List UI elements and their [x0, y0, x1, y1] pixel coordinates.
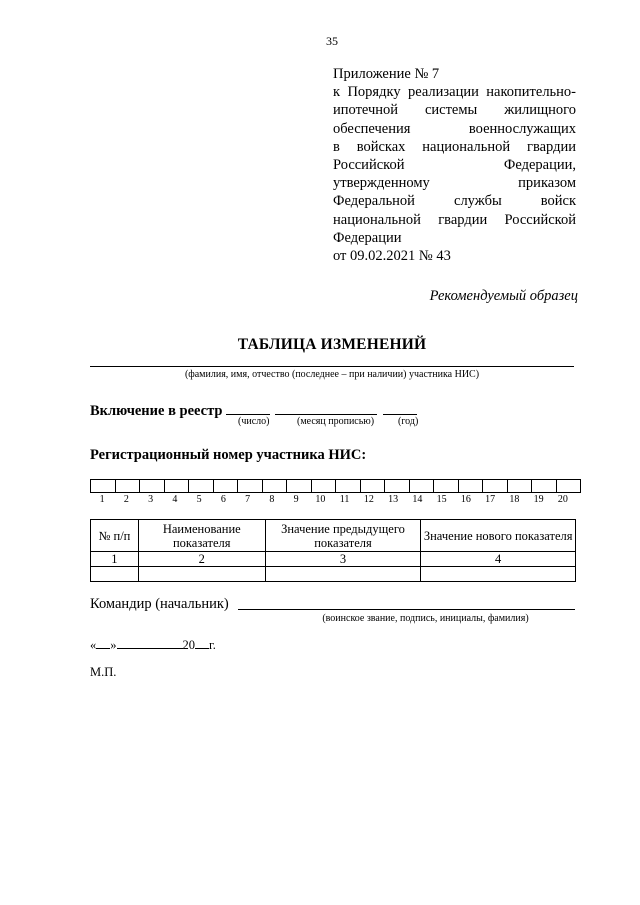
reg-number-cell-label: 14	[412, 494, 423, 505]
reg-number-cell-labels	[90, 494, 575, 505]
table-row	[91, 567, 576, 582]
appendix-line: от 09.02.2021 № 43	[333, 248, 451, 265]
reg-number-cell[interactable]	[532, 480, 557, 493]
table-header-row	[91, 520, 576, 552]
registry-label: Включение в реестр	[90, 403, 223, 419]
stamp-place-label: М.П.	[90, 665, 117, 679]
fio-caption: (фамилия, имя, отчество (последнее – при наличии) участника НИС)	[184, 369, 480, 380]
appendix-line: в войсках национальной гвардии	[333, 138, 576, 155]
registry-month-caption: (месяц прописью)	[297, 416, 375, 427]
reg-number-cell-label: 12	[363, 494, 374, 505]
table-cell	[138, 567, 265, 582]
table-header-cell: Значение предыдущего показателя	[265, 520, 421, 552]
reg-number-cell-label: 16	[460, 494, 471, 505]
date-close-quote: »	[110, 638, 117, 652]
reg-number-cell-label: 17	[485, 494, 496, 505]
reg-number-cell-label: 2	[123, 494, 129, 505]
table-number-cell: 1	[91, 552, 139, 567]
reg-number-cell-label: 10	[315, 494, 326, 505]
date-open-quote: «	[90, 638, 97, 652]
table-cell	[91, 567, 139, 582]
appendix-line: Федерации	[333, 229, 402, 246]
appendix-line: национальной гвардии Российской	[333, 211, 576, 228]
reg-number-cell[interactable]	[164, 480, 189, 493]
appendix-line: ипотечной системы жилищного	[333, 102, 576, 119]
reg-number-cell[interactable]	[556, 480, 581, 493]
reg-number-cell[interactable]	[213, 480, 238, 493]
table-cell	[265, 567, 421, 582]
date-year-prefix: 20	[182, 638, 195, 652]
reg-number-cell[interactable]	[287, 480, 312, 493]
reg-number-title: Регистрационный номер участника НИС:	[90, 447, 367, 463]
table-header-cell: № п/п	[91, 520, 139, 552]
reg-number-cell[interactable]	[507, 480, 532, 493]
reg-number-cells	[90, 479, 581, 493]
reg-number-cell-label: 1	[99, 494, 105, 505]
appendix-line: Российской Федерации,	[333, 157, 576, 174]
reg-number-cell[interactable]	[91, 480, 116, 493]
reg-number-cell[interactable]	[189, 480, 214, 493]
reg-number-cell[interactable]	[115, 480, 140, 493]
registry-month-blank	[275, 400, 377, 415]
recommended-sample-label: Рекомендуемый образец	[429, 288, 578, 304]
commander-underline	[238, 609, 575, 610]
appendix-line: к Порядку реализации накопительно-	[333, 84, 576, 101]
table-number-cell: 2	[138, 552, 265, 567]
registry-year-blank	[383, 400, 417, 415]
page-title: ТАБЛИЦА ИЗМЕНЕНИЙ	[237, 336, 427, 353]
fio-underline	[90, 366, 574, 367]
reg-number-cell-label: 11	[339, 494, 350, 505]
reg-number-cell-label: 9	[293, 494, 299, 505]
reg-number-cell[interactable]	[458, 480, 483, 493]
reg-number-cell-label: 4	[172, 494, 178, 505]
appendix-line: Федеральной службы войск	[333, 193, 576, 210]
reg-number-cell[interactable]	[385, 480, 410, 493]
reg-number-cell[interactable]	[311, 480, 336, 493]
reg-number-cell[interactable]	[336, 480, 361, 493]
registry-day-blank	[226, 400, 270, 415]
reg-number-cell-label: 8	[269, 494, 275, 505]
changes-table	[90, 519, 576, 582]
registry-year-caption: (год)	[398, 416, 419, 427]
reg-number-cell-label: 18	[509, 494, 520, 505]
reg-number-cell[interactable]	[140, 480, 165, 493]
reg-number-cell[interactable]	[483, 480, 508, 493]
page-number: 35	[326, 34, 338, 48]
appendix-header	[333, 65, 576, 265]
reg-number-cell[interactable]	[262, 480, 287, 493]
appendix-line: утвержденному приказом	[333, 175, 576, 192]
table-number-cell: 4	[421, 552, 576, 567]
date-line	[90, 636, 216, 653]
reg-number-cell-label: 3	[148, 494, 154, 505]
reg-number-cell-label: 19	[533, 494, 544, 505]
appendix-line: обеспечения военнослужащих	[333, 120, 576, 137]
table-header-cell: Наименование показателя	[138, 520, 265, 552]
reg-number-cell[interactable]	[409, 480, 434, 493]
reg-number-cell[interactable]	[360, 480, 385, 493]
reg-number-cell-label: 7	[245, 494, 251, 505]
reg-number-cell[interactable]	[434, 480, 459, 493]
reg-number-cell-label: 6	[220, 494, 226, 505]
reg-number-cell[interactable]	[238, 480, 263, 493]
appendix-line: Приложение № 7	[333, 66, 440, 82]
date-day-blank	[96, 636, 110, 649]
reg-number-cell-label: 13	[388, 494, 399, 505]
table-number-row	[91, 552, 576, 567]
commander-label: Командир (начальник)	[90, 596, 229, 612]
registry-day-caption: (число)	[238, 416, 270, 427]
table-number-cell: 3	[265, 552, 421, 567]
table-cell	[421, 567, 576, 582]
reg-number-cell-label: 20	[557, 494, 568, 505]
table-header-cell: Значение нового показателя	[421, 520, 576, 552]
date-year-blank	[195, 636, 209, 649]
commander-caption: (воинское звание, подпись, инициалы, фамилия)	[322, 613, 529, 624]
date-month-blank	[117, 636, 183, 649]
reg-number-cell-label: 5	[196, 494, 202, 505]
date-year-suffix: г.	[209, 638, 216, 652]
reg-number-cell-label: 15	[436, 494, 447, 505]
